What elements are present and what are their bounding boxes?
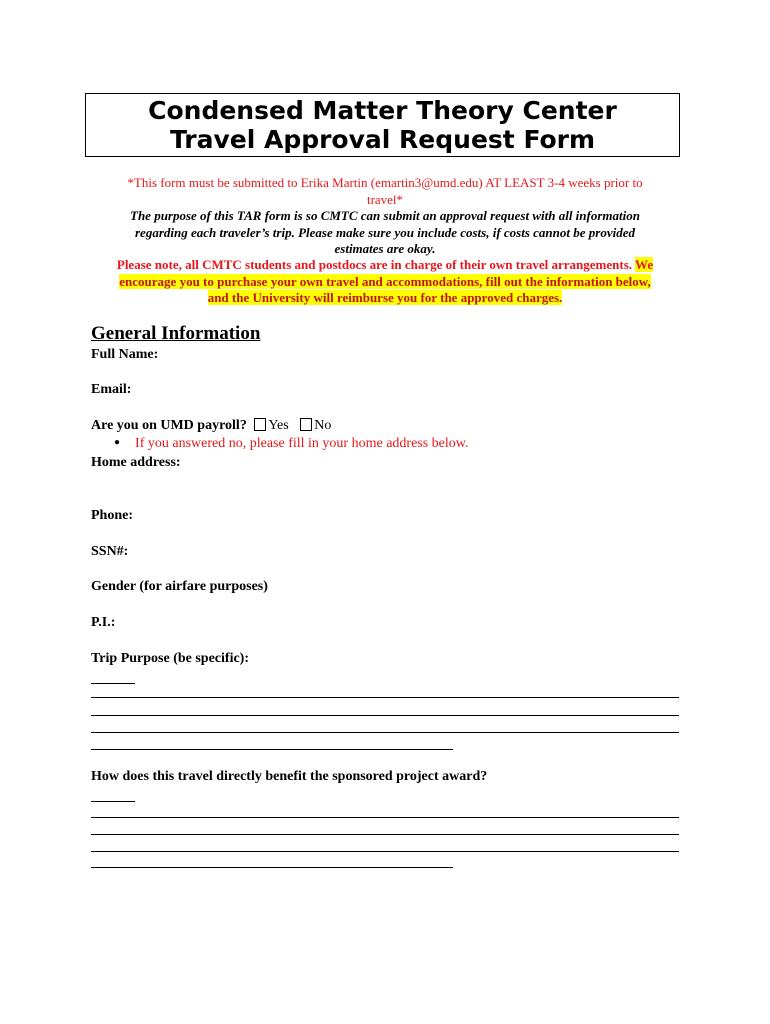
form-title-line-1: Condensed Matter Theory Center	[148, 96, 617, 125]
payroll-question-row	[91, 418, 331, 434]
submission-notice-line-1: *This form must be submitted to Erika Martin (emartin3@umd.edu) AT LEAST 3-4 weeks prior to	[127, 175, 643, 190]
submission-notice	[90, 175, 680, 208]
project-benefit-answer-line[interactable]	[91, 867, 453, 868]
trip-purpose-answer-line[interactable]	[91, 749, 453, 750]
purpose-notice-line-3: estimates are okay.	[334, 241, 436, 256]
phone-label: Phone:	[91, 508, 133, 523]
purpose-notice-line-2: regarding each traveler’s trip. Please make sure you include costs, if costs cannot be provided	[135, 224, 635, 240]
full-name-label: Full Name:	[91, 347, 159, 362]
home-address-note-text: If you answered no, please fill in your home address below.	[135, 436, 469, 451]
ssn-label: SSN#:	[91, 544, 129, 559]
payroll-yes-checkbox[interactable]	[254, 418, 266, 431]
trip-purpose-answer-line[interactable]	[91, 732, 679, 733]
pi-label: P.I.:	[91, 615, 116, 630]
arrangements-highlight-2: encourage you to purchase your own travel and accommodations, fill out the information below,	[119, 273, 651, 289]
project-benefit-answer-line[interactable]	[91, 834, 679, 835]
payroll-yes-label: Yes	[268, 418, 289, 433]
arrangements-notice-line-2	[90, 274, 680, 291]
arrangements-notice-line-3	[90, 290, 680, 307]
arrangements-highlight-3: and the University will reimburse you for the approved charges.	[207, 290, 563, 305]
arrangements-highlight-1: We	[635, 257, 654, 272]
home-address-label: Home address:	[91, 455, 181, 470]
arrangements-notice-line-1	[90, 257, 680, 274]
bullet-icon: ●	[114, 437, 121, 448]
arrangements-red-text: Please note, all CMTC students and postdocs are in charge of their own travel arrangements.	[116, 257, 633, 272]
payroll-no-label: No	[314, 418, 332, 433]
home-address-note	[114, 436, 469, 452]
trip-purpose-answer-line[interactable]	[91, 683, 135, 684]
arrangements-notice	[90, 257, 680, 307]
trip-purpose-answer-line[interactable]	[91, 697, 679, 698]
project-benefit-label: How does this travel directly benefit the sponsored project award?	[91, 769, 488, 784]
general-information-heading: General Information	[91, 323, 261, 344]
payroll-question-label: Are you on UMD payroll?	[91, 418, 247, 433]
payroll-no-checkbox[interactable]	[300, 418, 312, 431]
trip-purpose-label: Trip Purpose (be specific):	[91, 651, 249, 666]
purpose-notice	[90, 208, 680, 258]
form-title-box	[85, 93, 680, 157]
purpose-notice-line-1: The purpose of this TAR form is so CMTC can submit an approval request with all information	[130, 208, 640, 223]
trip-purpose-answer-line[interactable]	[91, 715, 679, 716]
project-benefit-answer-line[interactable]	[91, 817, 679, 818]
form-title-line-2: Travel Approval Request Form	[169, 125, 596, 154]
gender-label: Gender (for airfare purposes)	[91, 579, 268, 594]
project-benefit-answer-line[interactable]	[91, 801, 135, 802]
submission-notice-line-2: travel*	[366, 191, 404, 207]
project-benefit-answer-line[interactable]	[91, 851, 679, 852]
email-label: Email:	[91, 382, 132, 397]
